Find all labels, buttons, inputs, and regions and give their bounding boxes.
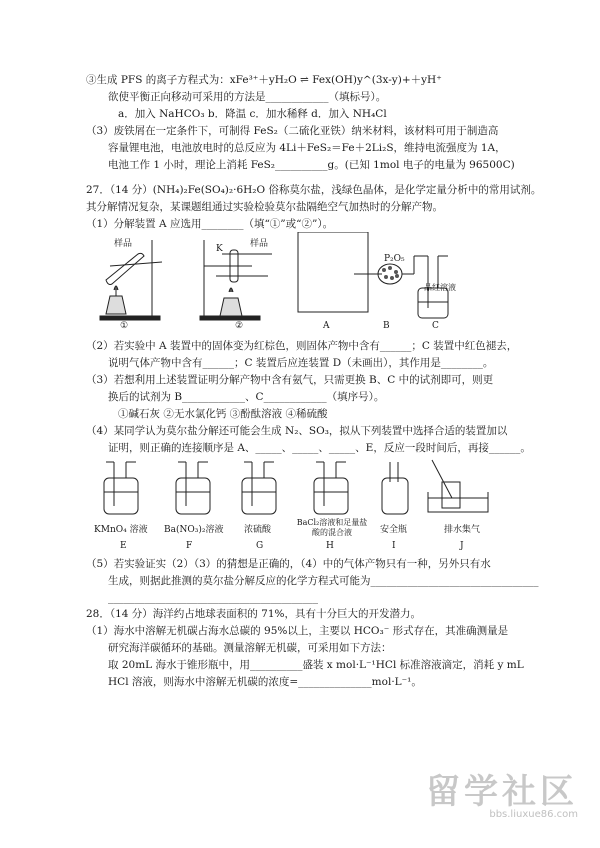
text-line-10: （2）若实验中 A 装置中的固体变为红棕色，则固体产物中含有______；C 装置中红色褪去，	[86, 340, 518, 352]
label-bano3: Ba(NO₃)₂溶液	[164, 525, 224, 535]
text-line-16: 证明，则正确的连接顺序是 A、_____、_____、_____、E，反应一段时间后，再接______。	[108, 442, 531, 454]
apparatus-figure-1	[92, 232, 452, 336]
caption-i: I	[392, 541, 396, 551]
caption-b: B	[383, 321, 390, 331]
text-line-19: ________________________________________	[108, 592, 318, 604]
caption-a: A	[323, 321, 330, 331]
label-water-collect: 排水集气	[444, 525, 481, 535]
text-line-9: （1）分解装置 A 应选用________（填“①”或“②”）。	[86, 218, 334, 230]
label-bacl2: BaCl₂溶液和足量盐酸的混合液	[296, 518, 368, 537]
label-sample-1: 样品	[114, 239, 133, 249]
q27-title: 27．（14 分）(NH₄)₂Fe(SO₄)₂·6H₂O 俗称莫尔盐，浅绿色晶体，是化学定量分析中的常用试剂。	[86, 184, 542, 196]
text-line-23: 取 20mL 海水于锥形瓶中，用__________盛装 x mol·L⁻¹HCl 标准溶液滴定，消耗 y mL	[108, 659, 524, 671]
text-line-1: ③生成 PFS 的离子方程式为：xFe³⁺＋yH₂O ⇌ Fex(OH)y^(3x-y)+＋yH⁺	[86, 74, 442, 86]
caption-f: F	[186, 541, 193, 551]
text-line-18: 生成，则据此推测的莫尔盐分解反应的化学方程式可能为________________________________	[108, 575, 539, 587]
label-k: K	[216, 244, 223, 254]
text-line-24: HCl 溶液，则海水中溶解无机碳的浓度=______________mol·L⁻¹。	[108, 676, 422, 688]
text-line-17: （5）若实验证实（2）（3）的猜想是正确的，（4）中的气体产物只有一种，另外只有水	[86, 558, 491, 570]
label-kmno4: KMnO₄ 溶液	[94, 525, 148, 535]
label-p2o5: P₂O₅	[384, 254, 405, 264]
label-h2so4: 浓硫酸	[244, 525, 272, 535]
q28-title: 28．（14 分）海洋约占地球表面积的 71%，具有十分巨大的开发潜力。	[86, 608, 421, 620]
watermark-logo	[426, 764, 578, 820]
caption-c: C	[432, 321, 439, 331]
label-safety-bottle: 安全瓶	[380, 525, 408, 535]
label-sample-2: 样品	[250, 239, 269, 249]
caption-2: ②	[235, 321, 244, 331]
watermark-title: 留学社区	[426, 772, 578, 812]
text-line-14: ①碱石灰 ②无水氯化钙 ③酚酞溶液 ④稀硫酸	[118, 408, 328, 420]
text-line-5: 容量锂电池，电池放电时的总反应为 4Li＋FeS₂＝Fe＋2Li₂S，维持电流强度为 1A，	[108, 142, 506, 154]
caption-e: E	[120, 541, 127, 551]
label-pinhong: 品红溶液	[424, 283, 456, 292]
text-line-2: 欲使平衡正向移动可采用的方法是____________（填标号）。	[108, 91, 387, 103]
text-line-13: 换后的试剂为 B____________、C____________（填序号）。	[108, 391, 385, 403]
caption-g: G	[256, 541, 264, 551]
text-line-15: （4）某同学认为莫尔盐分解还可能会生成 N₂、SO₃，拟从下列装置中选择合适的装置加以	[86, 425, 508, 437]
text-line-8: 其分解情况复杂，某课题组通过实验检验莫尔盐隔绝空气加热时的分解产物。	[86, 201, 443, 213]
text-line-3: a．加入 NaHCO₃ b．降温 c．加水稀释 d．加入 NH₄Cl	[118, 108, 387, 120]
watermark-url: bbs.liuxue86.com	[489, 809, 578, 820]
caption-j: J	[460, 541, 464, 551]
text-line-6: 电池工作 1 小时，理论上消耗 FeS₂__________g。(已知 1mol 电子的电量为 96500C)	[108, 159, 515, 171]
text-line-11: 说明气体产物中含有______；C 装置后应连装置 D（未画出），其作用是________。	[108, 357, 494, 369]
text-line-12: （3）若想利用上述装置证明分解产物中含有氨气，只需更换 B、C 中的试剂即可，则更	[86, 374, 494, 386]
text-line-21: （1）海水中溶解无机碳占海水总碳的 95%以上，主要以 HCO₃⁻ 形式存在，其准确测量是	[86, 625, 509, 637]
caption-h: H	[326, 541, 334, 551]
text-line-22: 研究海洋碳循环的基础。测量溶解无机碳，可采用如下方法：	[108, 642, 392, 654]
text-line-4: （3）废铁屑在一定条件下，可制得 FeS₂（二硫化亚铁）纳米材料，该材料可用于制造高	[86, 125, 499, 137]
caption-1: ①	[120, 321, 129, 331]
apparatus-figure-2	[96, 458, 496, 522]
